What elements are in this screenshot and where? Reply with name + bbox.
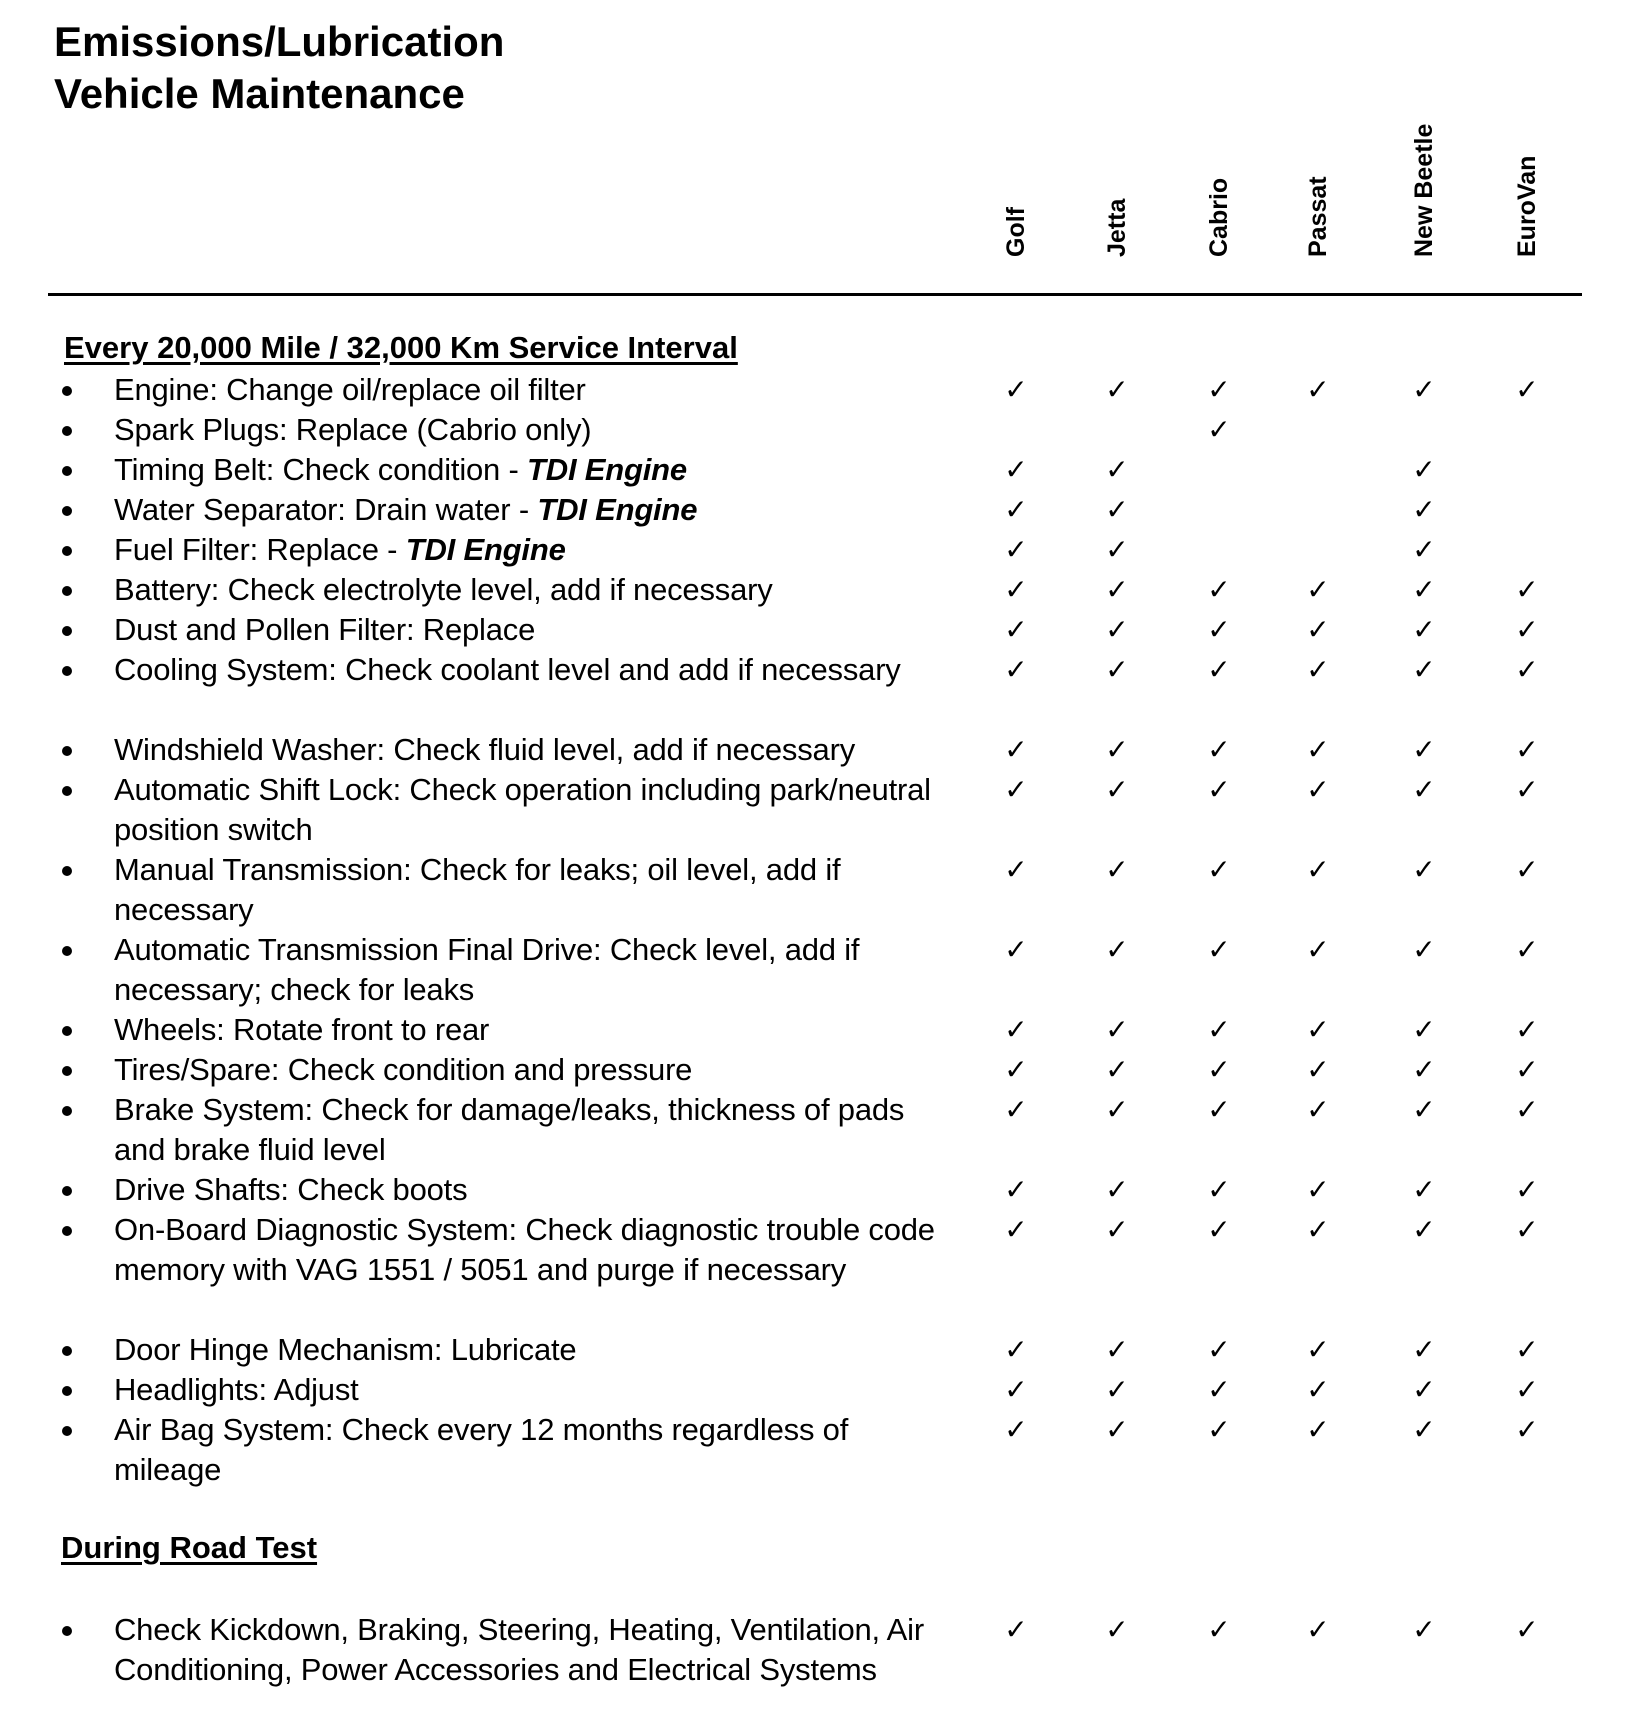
title-line-1: Emissions/Lubrication <box>54 18 505 65</box>
check-icon: ✓ <box>1004 454 1028 485</box>
check-icon: ✓ <box>1207 734 1231 765</box>
check-icon: ✓ <box>1105 574 1129 605</box>
check-icon: ✓ <box>1207 1094 1231 1125</box>
check-icon: ✓ <box>1105 1054 1129 1085</box>
column-header-eurovan <box>1507 120 1547 285</box>
bullet-icon <box>62 506 72 516</box>
task-description: Tires/Spare: Check condition and pressure <box>114 1052 693 1087</box>
check-icon: ✓ <box>1306 1334 1330 1365</box>
check-icon: ✓ <box>1207 1174 1231 1205</box>
check-icon: ✓ <box>1306 1014 1330 1045</box>
check-icon: ✓ <box>1515 1614 1539 1645</box>
bullet-icon <box>62 866 72 876</box>
header-divider <box>48 293 1582 296</box>
task-description: Battery: Check electrolyte level, add if necessary <box>114 572 773 607</box>
check-icon: ✓ <box>1412 854 1436 885</box>
column-header-label: New Beetle <box>1410 123 1438 257</box>
check-icon: ✓ <box>1105 534 1129 565</box>
task-description: Fuel Filter: Replace - TDI Engine <box>114 532 566 567</box>
check-icon: ✓ <box>1105 1334 1129 1365</box>
column-header-jetta <box>1097 120 1137 285</box>
column-header-label: Cabrio <box>1205 177 1233 257</box>
check-icon: ✓ <box>1412 1414 1436 1445</box>
check-icon: ✓ <box>1412 1214 1436 1245</box>
check-icon: ✓ <box>1515 854 1539 885</box>
check-icon: ✓ <box>1306 1214 1330 1245</box>
check-icon: ✓ <box>1412 1014 1436 1045</box>
check-icon: ✓ <box>1004 1334 1028 1365</box>
task-description: Automatic Shift Lock: Check operation including park/neutral position switch <box>114 772 931 847</box>
check-icon: ✓ <box>1515 1174 1539 1205</box>
check-icon: ✓ <box>1207 414 1231 445</box>
engine-emphasis: TDI Engine <box>405 532 566 567</box>
check-icon: ✓ <box>1105 1014 1129 1045</box>
check-icon: ✓ <box>1515 1014 1539 1045</box>
engine-emphasis: TDI Engine <box>527 452 687 487</box>
check-icon: ✓ <box>1207 1414 1231 1445</box>
task-description: Dust and Pollen Filter: Replace <box>114 612 536 647</box>
check-icon: ✓ <box>1004 1174 1028 1205</box>
check-icon: ✓ <box>1105 1414 1129 1445</box>
check-icon: ✓ <box>1515 574 1539 605</box>
column-header-label: Passat <box>1304 176 1332 257</box>
check-icon: ✓ <box>1207 1334 1231 1365</box>
check-icon: ✓ <box>1412 1174 1436 1205</box>
check-icon: ✓ <box>1306 934 1330 965</box>
check-icon: ✓ <box>1412 654 1436 685</box>
check-icon: ✓ <box>1207 934 1231 965</box>
check-icon: ✓ <box>1105 1094 1129 1125</box>
bullet-icon <box>62 546 72 556</box>
check-icon: ✓ <box>1515 614 1539 645</box>
check-icon: ✓ <box>1207 1214 1231 1245</box>
check-icon: ✓ <box>1004 1614 1028 1645</box>
check-icon: ✓ <box>1412 1094 1436 1125</box>
section-title: During Road Test <box>61 1530 318 1565</box>
bullet-icon <box>62 626 72 636</box>
column-header-label: EuroVan <box>1513 155 1541 257</box>
check-icon: ✓ <box>1412 1374 1436 1405</box>
check-icon: ✓ <box>1412 494 1436 525</box>
check-icon: ✓ <box>1207 614 1231 645</box>
bullet-icon <box>62 1066 72 1076</box>
task-description: Engine: Change oil/replace oil filter <box>114 372 586 407</box>
check-icon: ✓ <box>1306 614 1330 645</box>
check-icon: ✓ <box>1515 1414 1539 1445</box>
check-icon: ✓ <box>1306 774 1330 805</box>
check-icon: ✓ <box>1515 774 1539 805</box>
bullet-icon <box>62 1106 72 1116</box>
task-description: Timing Belt: Check condition - TDI Engine <box>114 452 687 487</box>
check-icon: ✓ <box>1515 734 1539 765</box>
bullet-icon <box>62 426 72 436</box>
check-icon: ✓ <box>1306 374 1330 405</box>
check-icon: ✓ <box>1412 614 1436 645</box>
check-icon: ✓ <box>1207 374 1231 405</box>
check-icon: ✓ <box>1306 574 1330 605</box>
check-icon: ✓ <box>1412 734 1436 765</box>
check-icon: ✓ <box>1515 1054 1539 1085</box>
check-icon: ✓ <box>1105 454 1129 485</box>
check-icon: ✓ <box>1105 1214 1129 1245</box>
check-icon: ✓ <box>1207 1614 1231 1645</box>
check-icon: ✓ <box>1004 374 1028 405</box>
task-description: Automatic Transmission Final Drive: Check level, add if necessary; check for leaks <box>114 932 860 1007</box>
check-icon: ✓ <box>1004 494 1028 525</box>
check-icon: ✓ <box>1105 614 1129 645</box>
check-icon: ✓ <box>1515 1374 1539 1405</box>
task-description: On-Board Diagnostic System: Check diagnostic trouble code memory with VAG 1551 / 5051 and purge if necessary <box>114 1212 935 1287</box>
check-icon: ✓ <box>1306 1174 1330 1205</box>
check-icon: ✓ <box>1004 734 1028 765</box>
column-header-golf <box>996 120 1036 285</box>
check-icon: ✓ <box>1306 1614 1330 1645</box>
check-icon: ✓ <box>1004 654 1028 685</box>
check-icon: ✓ <box>1306 1094 1330 1125</box>
check-icon: ✓ <box>1004 1054 1028 1085</box>
check-icon: ✓ <box>1412 374 1436 405</box>
check-icon: ✓ <box>1105 854 1129 885</box>
task-description: Cooling System: Check coolant level and add if necessary <box>114 652 901 687</box>
check-icon: ✓ <box>1412 534 1436 565</box>
bullet-icon <box>62 1386 72 1396</box>
check-icon: ✓ <box>1004 1014 1028 1045</box>
check-icon: ✓ <box>1004 1214 1028 1245</box>
task-description: Wheels: Rotate front to rear <box>114 1012 490 1047</box>
task-description: Spark Plugs: Replace (Cabrio only) <box>114 412 592 447</box>
task-description: Water Separator: Drain water - TDI Engine <box>114 492 698 527</box>
check-icon: ✓ <box>1207 574 1231 605</box>
bullet-icon <box>62 666 72 676</box>
bullet-icon <box>62 1186 72 1196</box>
check-icon: ✓ <box>1004 614 1028 645</box>
check-icon: ✓ <box>1105 934 1129 965</box>
column-header-new-beetle <box>1404 120 1444 285</box>
bullet-icon <box>62 1346 72 1356</box>
check-icon: ✓ <box>1004 1094 1028 1125</box>
check-icon: ✓ <box>1105 774 1129 805</box>
check-icon: ✓ <box>1105 1374 1129 1405</box>
check-icon: ✓ <box>1105 734 1129 765</box>
task-description: Manual Transmission: Check for leaks; oil level, add if necessary <box>114 852 841 927</box>
task-description: Door Hinge Mechanism: Lubricate <box>114 1332 577 1367</box>
check-icon: ✓ <box>1412 1614 1436 1645</box>
engine-emphasis: TDI Engine <box>537 492 698 527</box>
check-icon: ✓ <box>1306 854 1330 885</box>
check-icon: ✓ <box>1207 1374 1231 1405</box>
check-icon: ✓ <box>1004 1374 1028 1405</box>
check-icon: ✓ <box>1004 774 1028 805</box>
check-icon: ✓ <box>1207 1054 1231 1085</box>
check-icon: ✓ <box>1306 1374 1330 1405</box>
bullet-icon <box>62 1226 72 1236</box>
check-icon: ✓ <box>1207 1014 1231 1045</box>
bullet-icon <box>62 786 72 796</box>
check-icon: ✓ <box>1515 1334 1539 1365</box>
check-icon: ✓ <box>1412 1334 1436 1365</box>
check-icon: ✓ <box>1412 454 1436 485</box>
task-description: Air Bag System: Check every 12 months regardless of mileage <box>114 1412 849 1487</box>
check-icon: ✓ <box>1412 934 1436 965</box>
check-icon: ✓ <box>1105 374 1129 405</box>
bullet-icon <box>62 746 72 756</box>
bullet-icon <box>62 386 72 396</box>
bullet-icon <box>62 946 72 956</box>
check-icon: ✓ <box>1207 654 1231 685</box>
check-icon: ✓ <box>1515 1094 1539 1125</box>
check-icon: ✓ <box>1515 654 1539 685</box>
check-icon: ✓ <box>1306 734 1330 765</box>
check-icon: ✓ <box>1207 774 1231 805</box>
task-description: Windshield Washer: Check fluid level, add if necessary <box>114 732 855 767</box>
check-icon: ✓ <box>1105 654 1129 685</box>
task-description: Check Kickdown, Braking, Steering, Heating, Ventilation, Air Conditioning, Power Accessories and Electrical Systems <box>114 1612 924 1687</box>
task-description: Brake System: Check for damage/leaks, thickness of pads and brake fluid level <box>114 1092 905 1167</box>
check-icon: ✓ <box>1004 1414 1028 1445</box>
task-description: Drive Shafts: Check boots <box>114 1172 468 1207</box>
check-icon: ✓ <box>1515 934 1539 965</box>
column-header-label: Golf <box>1002 207 1030 257</box>
check-icon: ✓ <box>1412 574 1436 605</box>
bullet-icon <box>62 1026 72 1036</box>
column-header-label: Jetta <box>1103 198 1131 257</box>
check-icon: ✓ <box>1412 774 1436 805</box>
bullet-icon <box>62 466 72 476</box>
task-description: Headlights: Adjust <box>114 1372 359 1407</box>
check-icon: ✓ <box>1306 1054 1330 1085</box>
check-icon: ✓ <box>1515 1214 1539 1245</box>
check-icon: ✓ <box>1004 574 1028 605</box>
bullet-icon <box>62 1626 72 1636</box>
title-line-2: Vehicle Maintenance <box>54 70 465 117</box>
check-icon: ✓ <box>1105 1614 1129 1645</box>
check-icon: ✓ <box>1105 1174 1129 1205</box>
check-icon: ✓ <box>1004 534 1028 565</box>
bullet-icon <box>62 1426 72 1436</box>
section-title: Every 20,000 Mile / 32,000 Km Service Interval <box>64 330 738 365</box>
check-icon: ✓ <box>1105 494 1129 525</box>
check-icon: ✓ <box>1306 654 1330 685</box>
column-header-passat <box>1298 120 1338 285</box>
column-header-cabrio <box>1199 120 1239 285</box>
check-icon: ✓ <box>1207 854 1231 885</box>
check-icon: ✓ <box>1412 1054 1436 1085</box>
check-icon: ✓ <box>1306 1414 1330 1445</box>
check-icon: ✓ <box>1004 934 1028 965</box>
check-icon: ✓ <box>1515 374 1539 405</box>
bullet-icon <box>62 586 72 596</box>
check-icon: ✓ <box>1004 854 1028 885</box>
